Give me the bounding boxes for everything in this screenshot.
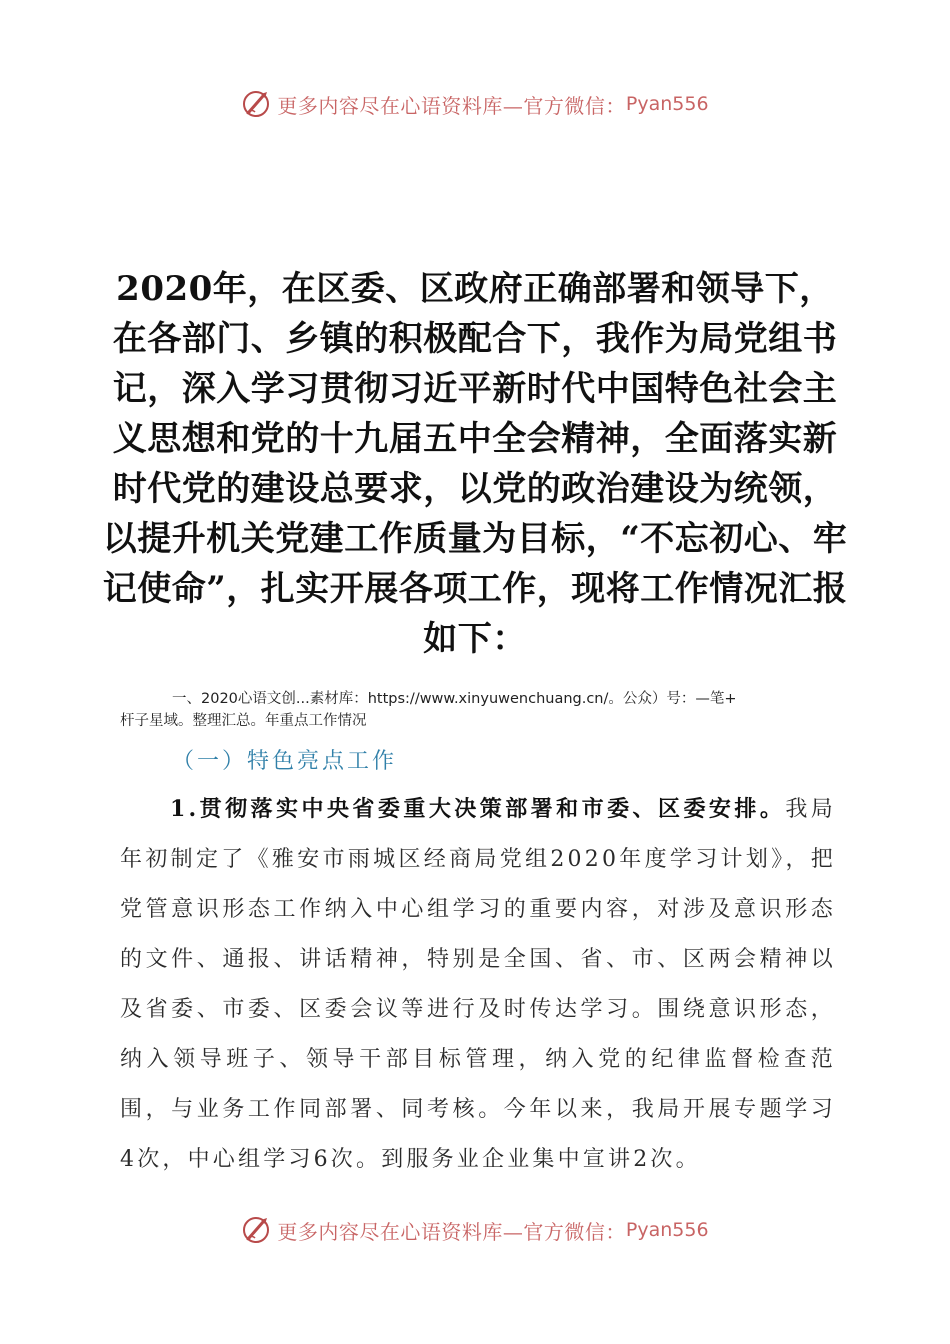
paragraph-lead: 1.贯彻落实中央省委重大决策部署和市委、区委安排。 [170, 796, 786, 822]
section-heading: （一）特色亮点工作 [172, 749, 398, 774]
document-title: 2020年，在区委、区政府正确部署和领导下，在各部门、乡镇的积极配合下，我作为局党组书记，深入学习贯彻习近平新时代中国特色社会主义思想和党的十九届五中全会精神，全面落实新时代党的建设总要求，以党的政治建设为统领，以提升机关党建工作质量为目标，“不忘初心、牢记使命”，扎实开展各项工作，现将工作情况汇报如下： [102, 269, 848, 659]
source-note-line-1: 一、2020心语文创...素材库：https://www.xinyuwenchuang.cn/。公众）号：—笔+ [172, 691, 737, 707]
header-banner [0, 84, 950, 124]
pen-logo-icon [241, 88, 273, 120]
banner-wechat-id: Pyan556 [625, 1219, 709, 1241]
banner-text: 更多内容尽在心语资料库—官方微信： [277, 93, 626, 118]
paragraph-text: 我局年初制定了《雅安市雨城区经商局党组2020年度学习计划》，把党管意识形态工作纳入中心组学习的重要内容，对涉及意识形态的文件、通报、讲话精神，特别是全国、省、市、区两会精神以及省委、市委、区委会议等进行及时传达学习。围绕意识形态，纳入领导班子、领导干部目标管理，纳入党的纪律监督检查范围，与业务工作同部署、同考核。今年以来，我局开展专题学习4次，中心组学习6次。到服务业企业集中宣讲2次。 [120, 797, 837, 1172]
banner-wechat-id: Pyan556 [625, 93, 709, 115]
pen-logo-icon [241, 1214, 273, 1246]
footer-banner [0, 1210, 950, 1250]
source-note-line-2: 杆子星域。整理汇总。年重点工作情况 [120, 713, 367, 729]
body-paragraph [120, 784, 836, 1185]
banner-text: 更多内容尽在心语资料库—官方微信： [277, 1219, 626, 1244]
